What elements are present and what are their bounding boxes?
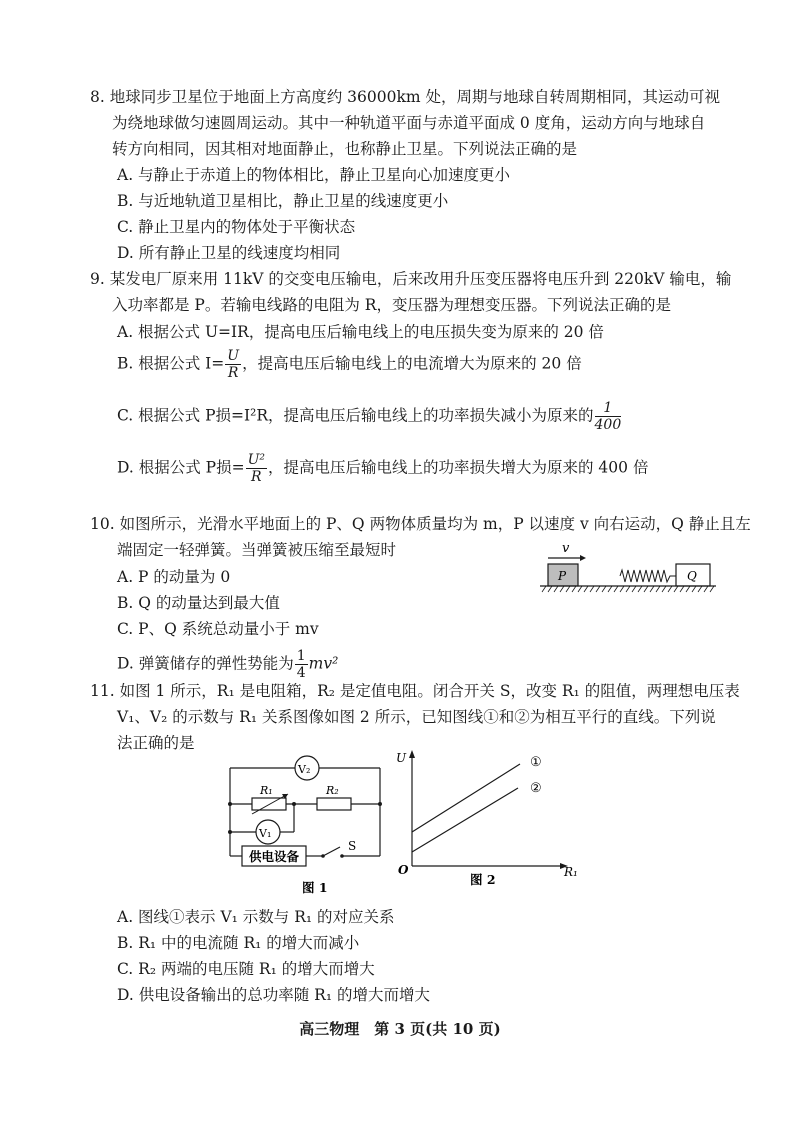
q11-graph-figure — [394, 748, 594, 888]
block-q-label: Q — [687, 569, 697, 583]
q10-option-d-prefix: D. 弹簧储存的弹性势能为 — [117, 654, 294, 673]
graph-line-2-label: ② — [530, 781, 542, 796]
page-footer: 高三物理 第 3 页(共 10 页) — [299, 1020, 501, 1038]
resistor-r2-label: R₂ — [326, 784, 339, 797]
q10-stem-line-2: 端固定一轻弹簧。当弹簧被压缩至最短时 — [117, 541, 397, 559]
q11-option-c: C. R₂ 两端的电压随 R₁ 的增大而增大 — [117, 960, 375, 978]
q8-option-a: A. 与静止于赤道上的物体相比，静止卫星向心加速度更小 — [117, 166, 511, 184]
q9-option-b-denominator: R — [227, 365, 239, 381]
ground-hatching — [542, 586, 714, 592]
q8-option-d: D. 所有静止卫星的线速度均相同 — [117, 244, 341, 262]
q9-option-d-suffix: ，提高电压后输电线上的功率损失增大为原来的 400 倍 — [268, 458, 649, 477]
q10-option-d-numerator: 1 — [296, 648, 306, 664]
graph-y-label: U — [396, 751, 407, 765]
q11-stem-line-3: 法正确的是 — [117, 734, 195, 752]
q9-option-d-prefix: D. 根据公式 P损= — [117, 458, 245, 477]
resistor-r1-label: R₁ — [260, 784, 273, 797]
q9-option-b-prefix: B. 根据公式 I= — [117, 354, 225, 373]
switch-s — [323, 847, 340, 856]
q9-stem-line-2: 入功率都是 P。若输电线路的电阻为 R，变压器为理想变压器。下列说法正确的是 — [112, 296, 671, 314]
junction-v1 — [228, 830, 232, 834]
q8-option-c: C. 静止卫星内的物体处于平衡状态 — [117, 218, 356, 236]
q10-option-d-suffix: mv² — [308, 654, 339, 673]
junction-left — [228, 802, 232, 806]
q9-option-d-fraction — [246, 452, 267, 485]
graph-y-arrowhead — [409, 750, 415, 758]
figure-1-caption: 图 1 — [302, 880, 328, 895]
q9-option-c — [117, 400, 622, 433]
q9-stem-line-1: 9. 某发电厂原来用 11kV 的交变电压输电，后来改用升压变压器将电压升到 220kV 输电，输 — [90, 270, 732, 288]
velocity-label: v — [562, 541, 570, 556]
q11-stem-line-1: 11. 如图 1 所示，R₁ 是电阻箱，R₂ 是定值电阻。闭合开关 S，改变 R₁ 的阻值，两理想电压表 — [90, 682, 740, 700]
graph-line-1 — [412, 764, 520, 832]
graph-line-1-label: ① — [530, 755, 542, 770]
q9-option-b-suffix: ，提高电压后输电线上的电流增大为原来的 20 倍 — [242, 354, 582, 373]
q9-option-d-denominator: R — [251, 469, 262, 485]
q10-figure — [538, 540, 718, 600]
q10-option-d-fraction — [295, 648, 308, 681]
graph-origin-label: O — [398, 863, 409, 877]
q10-option-c: C. P、Q 系统总动量小于 mv — [117, 620, 319, 638]
q10-option-d — [117, 648, 338, 681]
q9-option-d — [117, 452, 648, 485]
voltmeter-v2-label: V₂ — [298, 763, 311, 776]
q10-option-b: B. Q 的动量达到最大值 — [117, 594, 280, 612]
graph-line-2 — [412, 788, 518, 852]
graph-x-label: R₁ — [564, 865, 578, 879]
q8-stem-line-3: 转方向相同，因其相对地面静止，也称静止卫星。下列说法正确的是 — [112, 140, 578, 158]
q10-option-a: A. P 的动量为 0 — [117, 568, 231, 586]
voltmeter-v1-label: V₁ — [259, 827, 272, 840]
q9-option-b — [117, 348, 582, 381]
q11-stem-line-2: V₁、V₂ 的示数与 R₁ 关系图像如图 2 所示，已知图线①和②为相互平行的直线。下列说 — [117, 708, 716, 726]
q9-option-c-denominator: 400 — [594, 417, 622, 433]
q8-stem-line-1: 8. 地球同步卫星位于地面上方高度约 36000km 处，周期与地球自转周期相同，其运动可视 — [90, 88, 720, 106]
block-p-label: P — [558, 569, 567, 583]
q9-option-a: A. 根据公式 U=IR，提高电压后输电线上的电压损失变为原来的 20 倍 — [117, 323, 604, 341]
resistor-r2 — [317, 798, 351, 810]
switch-s-label: S — [348, 839, 357, 853]
q11-option-d: D. 供电设备输出的总功率随 R₁ 的增大而增大 — [117, 986, 430, 1004]
q9-option-b-fraction — [225, 348, 241, 381]
q10-stem-line-1: 10. 如图所示，光滑水平地面上的 P、Q 两物体质量均为 m，P 以速度 v 向右运动，Q 静止且左 — [90, 515, 751, 533]
q9-option-d-numerator: U² — [247, 452, 265, 468]
junction-right — [378, 802, 382, 806]
q11-option-b: B. R₁ 中的电流随 R₁ 的增大而减小 — [117, 934, 360, 952]
q10-option-d-denominator: 4 — [296, 665, 306, 681]
q11-circuit-figure — [222, 752, 392, 900]
power-supply-label: 供电设备 — [249, 849, 300, 864]
q9-option-c-numerator: 1 — [595, 400, 622, 417]
q11-option-a: A. 图线①表示 V₁ 示数与 R₁ 的对应关系 — [117, 908, 395, 926]
spring — [620, 570, 676, 582]
q9-option-b-numerator: U — [227, 348, 240, 364]
velocity-arrowhead — [580, 555, 586, 561]
q8-option-b: B. 与近地轨道卫星相比，静止卫星的线速度更小 — [117, 192, 449, 210]
q8-stem-line-2: 为绕地球做匀速圆周运动。其中一种轨道平面与赤道平面成 0 度角，运动方向与地球自 — [112, 114, 706, 132]
q9-option-c-prefix: C. 根据公式 P损=I²R，提高电压后输电线上的功率损失减小为原来的 — [117, 406, 594, 425]
q9-option-c-fraction — [595, 400, 622, 433]
figure-2-caption: 图 2 — [470, 872, 496, 887]
